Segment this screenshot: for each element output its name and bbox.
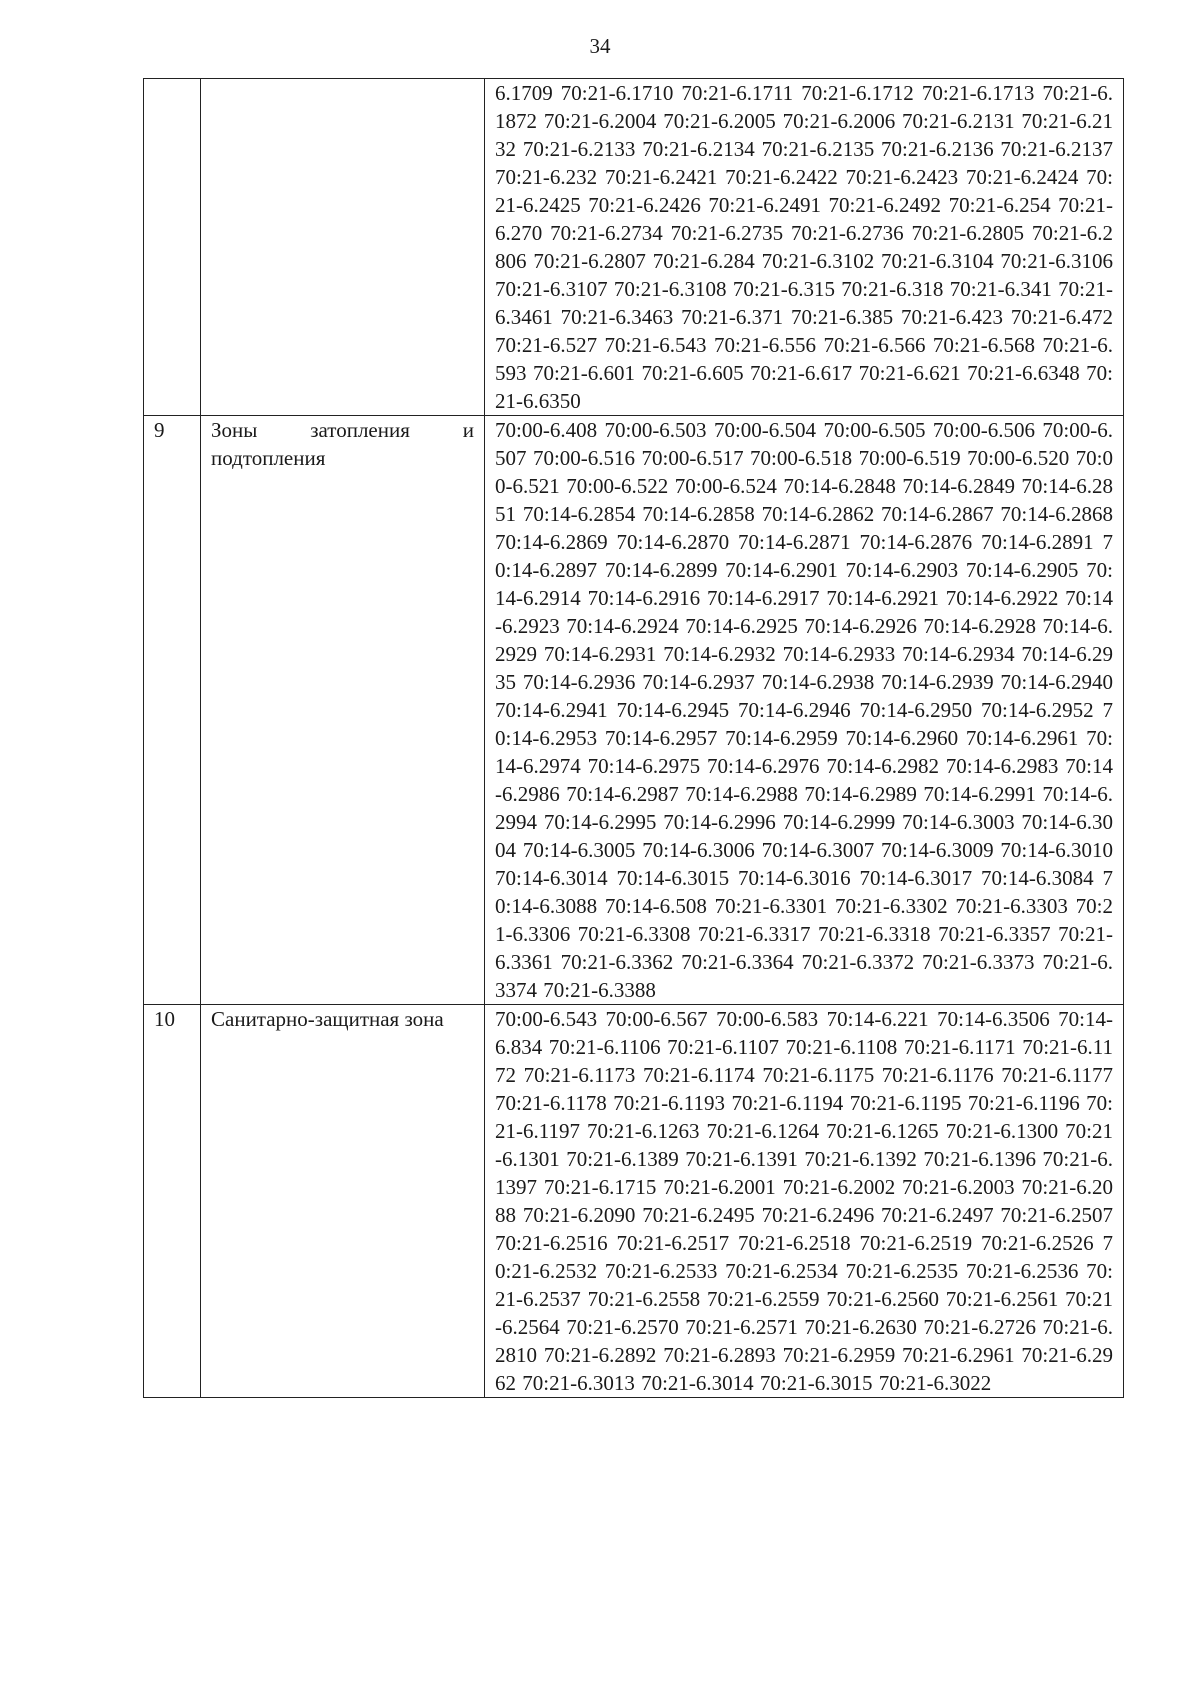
zone-name: Зоны затопления и подтопления xyxy=(201,416,485,1005)
cadastral-codes: 70:00-6.543 70:00-6.567 70:00-6.583 70:14-6.221 70:14-6.3506 70:14-6.834 70:21-6.1106 70:21-6.1107 70:21-6.1108 70:21-6.1171 70:21-6.1172 70:21-6.1173 70:21-6.1174 70:21-6.1175 70:21-6.1176 70:21-6.1177 70:21-6.1178 70:21-6.1193 70:21-6.1194 70:21-6.1195 70:21-6.1196 70:21-6.1197 70:21-6.1263 70:21-6.1264 70:21-6.1265 70:21-6.1300 70:21-6.1301 70:21-6.1389 70:21-6.1391 70:21-6.1392 70:21-6.1396 70:21-6.1397 70:21-6.1715 70:21-6.2001 70:21-6.2002 70:21-6.2003 70:21-6.2088 70:21-6.2090 70:21-6.2495 70:21-6.2496 70:21-6.2497 70:21-6.2507 70:21-6.2516 70:21-6.2517 70:21-6.2518 70:21-6.2519 70:21-6.2526 70:21-6.2532 70:21-6.2533 70:21-6.2534 70:21-6.2535 70:21-6.2536 70:21-6.2537 70:21-6.2558 70:21-6.2559 70:21-6.2560 70:21-6.2561 70:21-6.2564 70:21-6.2570 70:21-6.2571 70:21-6.2630 70:21-6.2726 70:21-6.2810 70:21-6.2892 70:21-6.2893 70:21-6.2959 70:21-6.2961 70:21-6.2962 70:21-6.3013 70:21-6.3014 70:21-6.3015 70:21-6.3022 xyxy=(485,1005,1124,1398)
cadastral-codes: 70:00-6.408 70:00-6.503 70:00-6.504 70:00-6.505 70:00-6.506 70:00-6.507 70:00-6.516 70:00-6.517 70:00-6.518 70:00-6.519 70:00-6.520 70:00-6.521 70:00-6.522 70:00-6.524 70:14-6.2848 70:14-6.2849 70:14-6.2851 70:14-6.2854 70:14-6.2858 70:14-6.2862 70:14-6.2867 70:14-6.2868 70:14-6.2869 70:14-6.2870 70:14-6.2871 70:14-6.2876 70:14-6.2891 70:14-6.2897 70:14-6.2899 70:14-6.2901 70:14-6.2903 70:14-6.2905 70:14-6.2914 70:14-6.2916 70:14-6.2917 70:14-6.2921 70:14-6.2922 70:14-6.2923 70:14-6.2924 70:14-6.2925 70:14-6.2926 70:14-6.2928 70:14-6.2929 70:14-6.2931 70:14-6.2932 70:14-6.2933 70:14-6.2934 70:14-6.2935 70:14-6.2936 70:14-6.2937 70:14-6.2938 70:14-6.2939 70:14-6.2940 70:14-6.2941 70:14-6.2945 70:14-6.2946 70:14-6.2950 70:14-6.2952 70:14-6.2953 70:14-6.2957 70:14-6.2959 70:14-6.2960 70:14-6.2961 70:14-6.2974 70:14-6.2975 70:14-6.2976 70:14-6.2982 70:14-6.2983 70:14-6.2986 70:14-6.2987 70:14-6.2988 70:14-6.2989 70:14-6.2991 70:14-6.2994 70:14-6.2995 70:14-6.2996 70:14-6.2999 70:14-6.3003 70:14-6.3004 70:14-6.3005 70:14-6.3006 70:14-6.3007 70:14-6.3009 70:14-6.3010 70:14-6.3014 70:14-6.3015 70:14-6.3016 70:14-6.3017 70:14-6.3084 70:14-6.3088 70:14-6.508 70:21-6.3301 70:21-6.3302 70:21-6.3303 70:21-6.3306 70:21-6.3308 70:21-6.3317 70:21-6.3318 70:21-6.3357 70:21-6.3361 70:21-6.3362 70:21-6.3364 70:21-6.3372 70:21-6.3373 70:21-6.3374 70:21-6.3388 xyxy=(485,416,1124,1005)
zones-table xyxy=(143,78,1124,1398)
cadastral-codes: 6.1709 70:21-6.1710 70:21-6.1711 70:21-6.1712 70:21-6.1713 70:21-6.1872 70:21-6.2004 70:21-6.2005 70:21-6.2006 70:21-6.2131 70:21-6.2132 70:21-6.2133 70:21-6.2134 70:21-6.2135 70:21-6.2136 70:21-6.2137 70:21-6.232 70:21-6.2421 70:21-6.2422 70:21-6.2423 70:21-6.2424 70:21-6.2425 70:21-6.2426 70:21-6.2491 70:21-6.2492 70:21-6.254 70:21-6.270 70:21-6.2734 70:21-6.2735 70:21-6.2736 70:21-6.2805 70:21-6.2806 70:21-6.2807 70:21-6.284 70:21-6.3102 70:21-6.3104 70:21-6.3106 70:21-6.3107 70:21-6.3108 70:21-6.315 70:21-6.318 70:21-6.341 70:21-6.3461 70:21-6.3463 70:21-6.371 70:21-6.385 70:21-6.423 70:21-6.472 70:21-6.527 70:21-6.543 70:21-6.556 70:21-6.566 70:21-6.568 70:21-6.593 70:21-6.601 70:21-6.605 70:21-6.617 70:21-6.621 70:21-6.6348 70:21-6.6350 xyxy=(485,79,1124,416)
zone-name: Санитарно-защитная зона xyxy=(201,1005,485,1398)
row-number xyxy=(144,79,201,416)
table-row xyxy=(144,79,1124,416)
zone-name xyxy=(201,79,485,416)
row-number: 9 xyxy=(144,416,201,1005)
row-number: 10 xyxy=(144,1005,201,1398)
page-number: 34 xyxy=(589,34,611,58)
table-row xyxy=(144,416,1124,1005)
table-row xyxy=(144,1005,1124,1398)
